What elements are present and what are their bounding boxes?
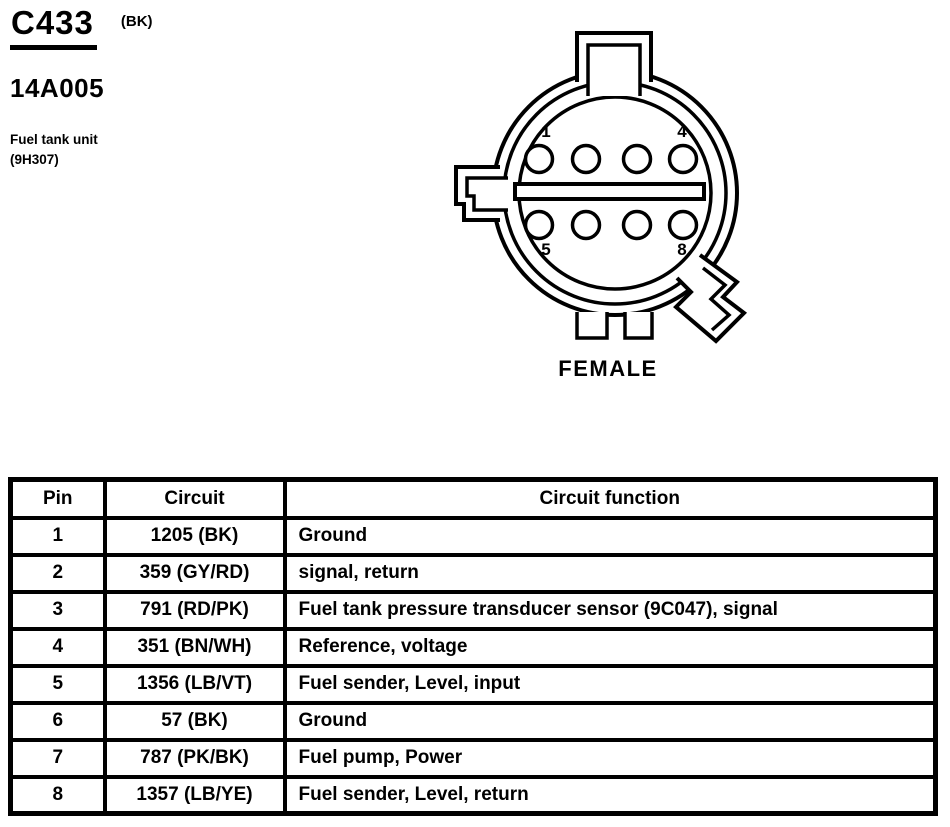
connector-figure (448, 25, 782, 382)
table-row (11, 740, 936, 777)
table-row (11, 555, 936, 592)
function-cell: Fuel sender, Level, return (285, 777, 936, 814)
pin-cavity-8 (670, 212, 697, 239)
pin-cavity-2 (573, 146, 600, 173)
pin-label-5: 5 (541, 240, 551, 259)
circuit-cell: 1356 (LB/VT) (105, 666, 285, 703)
center-key-slot (515, 184, 704, 199)
column-header-pin: Pin (11, 480, 105, 518)
connector-id: C433 (10, 6, 97, 50)
top-index-tab-inner (588, 45, 640, 96)
connector-face-diagram (448, 25, 782, 347)
pin-cell: 5 (11, 666, 105, 703)
table-header-row (11, 480, 936, 518)
pin-cell: 8 (11, 777, 105, 814)
part-number: 14A005 (10, 73, 105, 103)
pin-label-1: 1 (541, 122, 551, 141)
table-row (11, 518, 936, 555)
circuit-cell: 351 (BN/WH) (105, 629, 285, 666)
circuit-cell: 1357 (LB/YE) (105, 777, 285, 814)
pin-cell: 4 (11, 629, 105, 666)
function-cell: Ground (285, 703, 936, 740)
pin-cell: 2 (11, 555, 105, 592)
page-header (10, 6, 153, 169)
connector-id-row (10, 6, 153, 50)
pin-cavity-5 (526, 212, 553, 239)
table-row (11, 666, 936, 703)
circuit-cell: 791 (RD/PK) (105, 592, 285, 629)
table-row (11, 777, 936, 814)
table-row (11, 629, 936, 666)
pin-cavity-7 (624, 212, 651, 239)
circuit-cell: 787 (PK/BK) (105, 740, 285, 777)
function-cell: Fuel tank pressure transducer sensor (9C047), signal (285, 592, 936, 629)
pin-cell: 6 (11, 703, 105, 740)
circuit-cell: 57 (BK) (105, 703, 285, 740)
function-cell: Fuel pump, Power (285, 740, 936, 777)
left-key-tab-inner (467, 178, 508, 210)
connector-color-code: (BK) (120, 13, 153, 30)
component-name: Fuel tank unit (10, 132, 98, 147)
pin-cell: 1 (11, 518, 105, 555)
pin-cavity-1 (526, 146, 553, 173)
table-row (11, 592, 936, 629)
column-header-circuit: Circuit (105, 480, 285, 518)
bottom-tab-left (577, 312, 607, 338)
circuit-cell: 359 (GY/RD) (105, 555, 285, 592)
pin-cell: 3 (11, 592, 105, 629)
pin-label-4: 4 (677, 122, 687, 141)
pin-cell: 7 (11, 740, 105, 777)
component-code: (9H307) (10, 151, 59, 167)
pin-cavity-6 (573, 212, 600, 239)
table-row (11, 703, 936, 740)
pin-label-8: 8 (677, 240, 687, 259)
column-header-circuit-function: Circuit function (285, 480, 936, 518)
function-cell: Ground (285, 518, 936, 555)
function-cell: Reference, voltage (285, 629, 936, 666)
pin-cavity-4 (670, 146, 697, 173)
pinout-table (8, 477, 938, 816)
bottom-tab-right (625, 312, 652, 338)
function-cell: Fuel sender, Level, input (285, 666, 936, 703)
function-cell: signal, return (285, 555, 936, 592)
connector-gender-label: FEMALE (558, 356, 658, 381)
circuit-cell: 1205 (BK) (105, 518, 285, 555)
component-description (10, 130, 153, 169)
pin-cavity-3 (624, 146, 651, 173)
